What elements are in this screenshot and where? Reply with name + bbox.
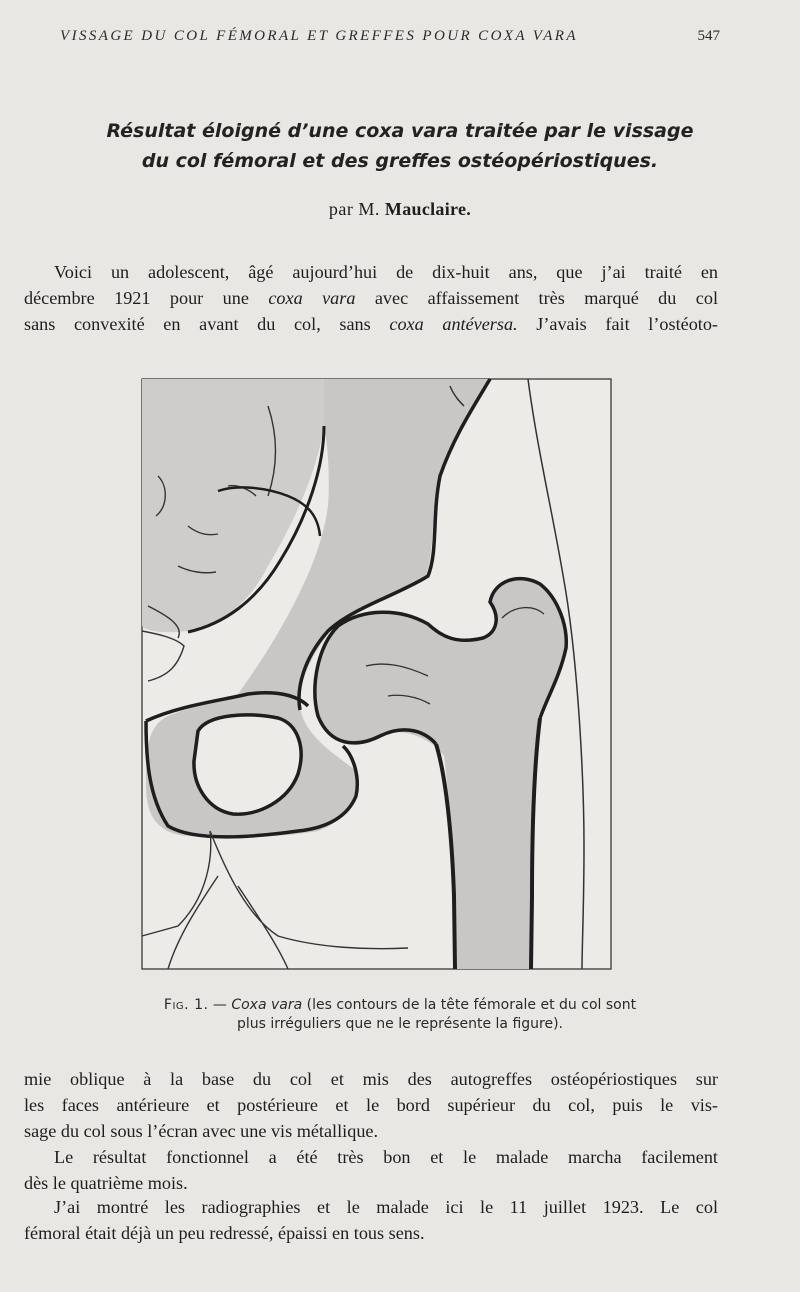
paragraph-4-line-1: J’ai montré les radiographies et le malade ici le 11 juillet 1923. Le col: [54, 1197, 718, 1217]
paragraph-2: [24, 1066, 718, 1144]
figure-label: Fig. 1.: [163, 997, 209, 1013]
running-head-title: VISSAGE DU COL FÉMORAL ET GREFFES POUR COXA VARA: [60, 28, 578, 44]
paragraph-1-line-3: [24, 311, 718, 337]
article-title-line-1: Résultat éloigné d’une coxa vara traitée par le vissage: [106, 120, 694, 142]
text-run: J’avais fait l’ostéoto-: [517, 314, 718, 334]
article-title: [22, 116, 778, 176]
text-run: décembre 1921 pour une: [24, 288, 269, 308]
running-head: [60, 28, 720, 45]
byline-prefix: par M.: [328, 199, 380, 219]
paragraph-1-line-1: Voici un adolescent, âgé aujourd’hui de dix-huit ans, que j’ai traité en: [54, 262, 718, 282]
paragraph-3-line-1: Le résultat fonctionnel a été très bon et le malade marcha facilement: [54, 1147, 718, 1167]
hip-xray-drawing: [138, 376, 614, 972]
paragraph-2-line-2: les faces antérieure et postérieure et le bord supérieur du col, puis le vis-: [24, 1095, 718, 1115]
figure-caption-line-2: plus irréguliers que ne le représente la figure).: [236, 1016, 564, 1032]
caption-italic-term: Coxa vara: [231, 997, 303, 1013]
text-run: sans convexité en avant du col, sans: [24, 314, 390, 334]
figure-caption: [60, 996, 740, 1034]
article-title-line-2: du col fémoral et des greffes ostéopériostiques.: [141, 150, 659, 172]
author-name: Mauclaire.: [384, 199, 472, 219]
text-run: avec affaissement très marqué du col: [355, 288, 719, 308]
paragraph-3-line-2: dès le quatrième mois.: [24, 1173, 188, 1193]
page-number: 547: [697, 28, 720, 44]
paragraph-4-line-2: fémoral était déjà un peu redressé, épaissi en tous sens.: [24, 1223, 425, 1243]
paragraph-1: [24, 259, 718, 337]
figure-caption-line-1: [60, 996, 740, 1015]
paragraph-2-line-3: sage du col sous l’écran avec une vis métallique.: [24, 1121, 379, 1141]
paragraph-1-line-2: [24, 285, 718, 311]
byline: [0, 199, 800, 220]
italic-term: coxa antéversa.: [389, 314, 518, 334]
italic-term: coxa vara: [268, 288, 356, 308]
paragraph-4: [24, 1194, 718, 1246]
caption-dash: —: [208, 997, 232, 1013]
paragraph-2-line-1: mie oblique à la base du col et mis des autogreffes ostéopériostiques sur: [24, 1069, 718, 1089]
caption-text: (les contours de la tête fémorale et du col sont: [302, 997, 637, 1013]
paragraph-3: [24, 1144, 718, 1196]
